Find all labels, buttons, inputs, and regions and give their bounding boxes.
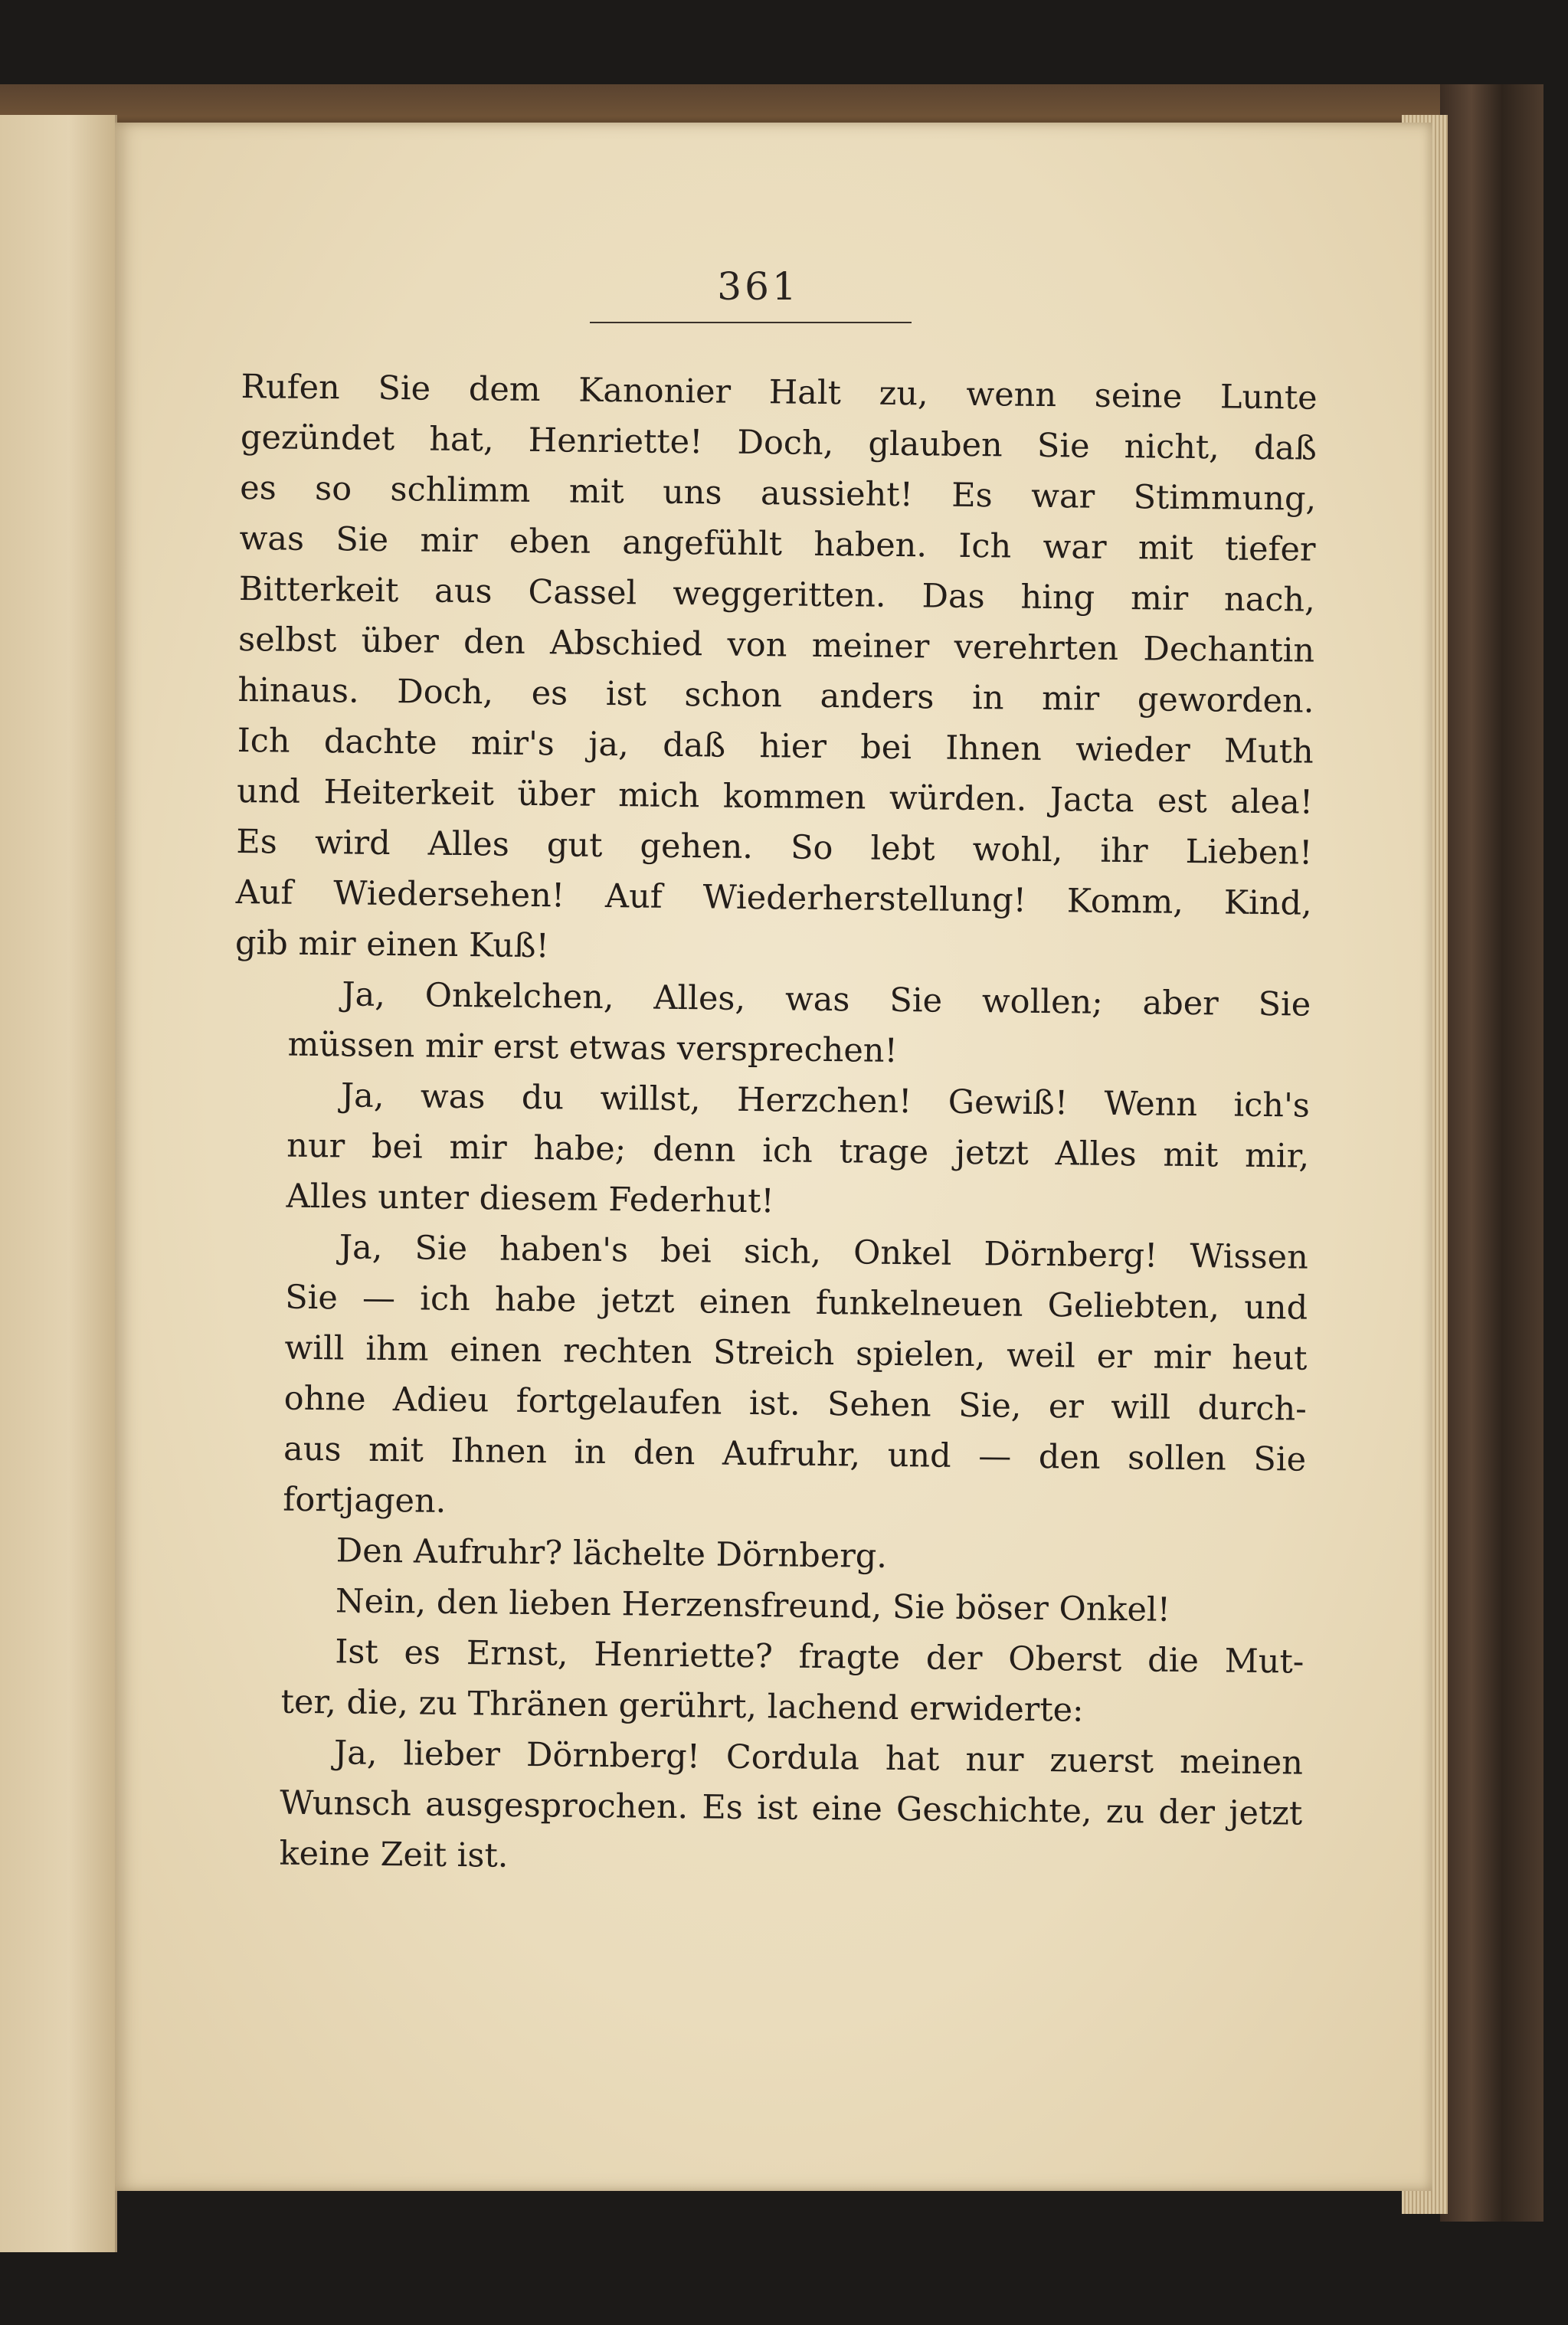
text-line: gezündet hat, Henriette! Doch, glauben Sie nicht, daß (240, 418, 1318, 468)
text-line: Rufen Sie dem Kanonier Halt zu, wenn seine Lunte (241, 367, 1318, 418)
page-number: 361 (717, 264, 800, 309)
text-line: selbst über den Abschied von meiner verehrten Dechantin (237, 620, 1315, 670)
paragraph (229, 1221, 1308, 1536)
text-line: Ja, Onkelchen, Alles, was Sie wollen; aber Sie (342, 975, 1311, 1024)
paragraph (225, 1727, 1303, 1890)
text-line: keine Zeit ist. (279, 1834, 509, 1875)
text-line: es so schlimm mit uns aussieht! Es war Stimmung, (240, 468, 1317, 519)
text-line: ohne Adieu fortgelaufen ist. Sehen Sie, er will durch- (283, 1379, 1308, 1429)
text-line: und Heiterkeit über mich kommen würden. Jacta est alea! (236, 771, 1314, 822)
text-line: Bitterkeit aus Cassel weggeritten. Das hing mir nach, (238, 569, 1316, 620)
book-cover-right-edge (1440, 84, 1543, 2222)
text-line: Ja, Sie haben's bei sich, Onkel Dörnberg! Wissen (339, 1228, 1309, 1277)
paragraph (232, 1069, 1310, 1233)
text-line: müssen mir erst etwas versprechen! (287, 1025, 899, 1071)
text-line: Alles unter diesem Federhut! (286, 1177, 774, 1221)
text-line: Auf Wiedersehen! Auf Wiederherstellung! Komm, Kind, (235, 873, 1312, 923)
text-line: Nein, den lieben Herzensfreund, Sie böser Onkel! (335, 1582, 1171, 1629)
text-line: Es wird Alles gut gehen. So lebt wohl, ihr Lieben! (236, 822, 1313, 873)
text-line: ter, die, zu Thränen gerührt, lachend erwiderte: (280, 1682, 1084, 1730)
text-line: hinaus. Doch, es ist schon anders in mir geworden. (237, 670, 1314, 721)
text-line: will ihm einen rechten Streich spielen, weil er mir heut (284, 1328, 1308, 1378)
text-line: nur bei mir habe; denn ich trage jetzt Alles mit mir, (286, 1126, 1310, 1176)
text-line: Den Aufruhr? lächelte Dörnberg. (336, 1531, 888, 1576)
text-line: Ich dachte mir's ja, daß hier bei Ihnen wieder Muth (237, 721, 1314, 771)
body-text (225, 362, 1318, 1890)
paragraph (235, 362, 1318, 980)
text-line: Wunsch ausgesprochen. Es ist eine Geschichte, zu der jetzt (280, 1783, 1303, 1833)
text-line: was Sie mir eben angefühlt haben. Ich war mit tiefer (239, 519, 1316, 569)
text-line: gib mir einen Kuß! (234, 923, 550, 966)
paragraph (234, 968, 1311, 1081)
book-page (115, 123, 1432, 2191)
header-rule (590, 322, 912, 323)
text-line: Sie — ich habe jetzt einen funkelneuen Geliebten, und (284, 1278, 1308, 1328)
paragraph (227, 1626, 1304, 1738)
text-line: fortjagen. (283, 1480, 447, 1521)
text-line: aus mit Ihnen in den Aufruhr, und — den sollen Sie (283, 1429, 1307, 1479)
text-line: Ja, lieber Dörnberg! Cordula hat nur zuerst meinen (333, 1734, 1304, 1783)
text-line: Ist es Ernst, Henriette? fragte der Oberst die Mut- (335, 1632, 1304, 1682)
left-page-edge (0, 115, 117, 2252)
text-line: Ja, was du willst, Herzchen! Gewiß! Wenn ich's (340, 1076, 1311, 1125)
